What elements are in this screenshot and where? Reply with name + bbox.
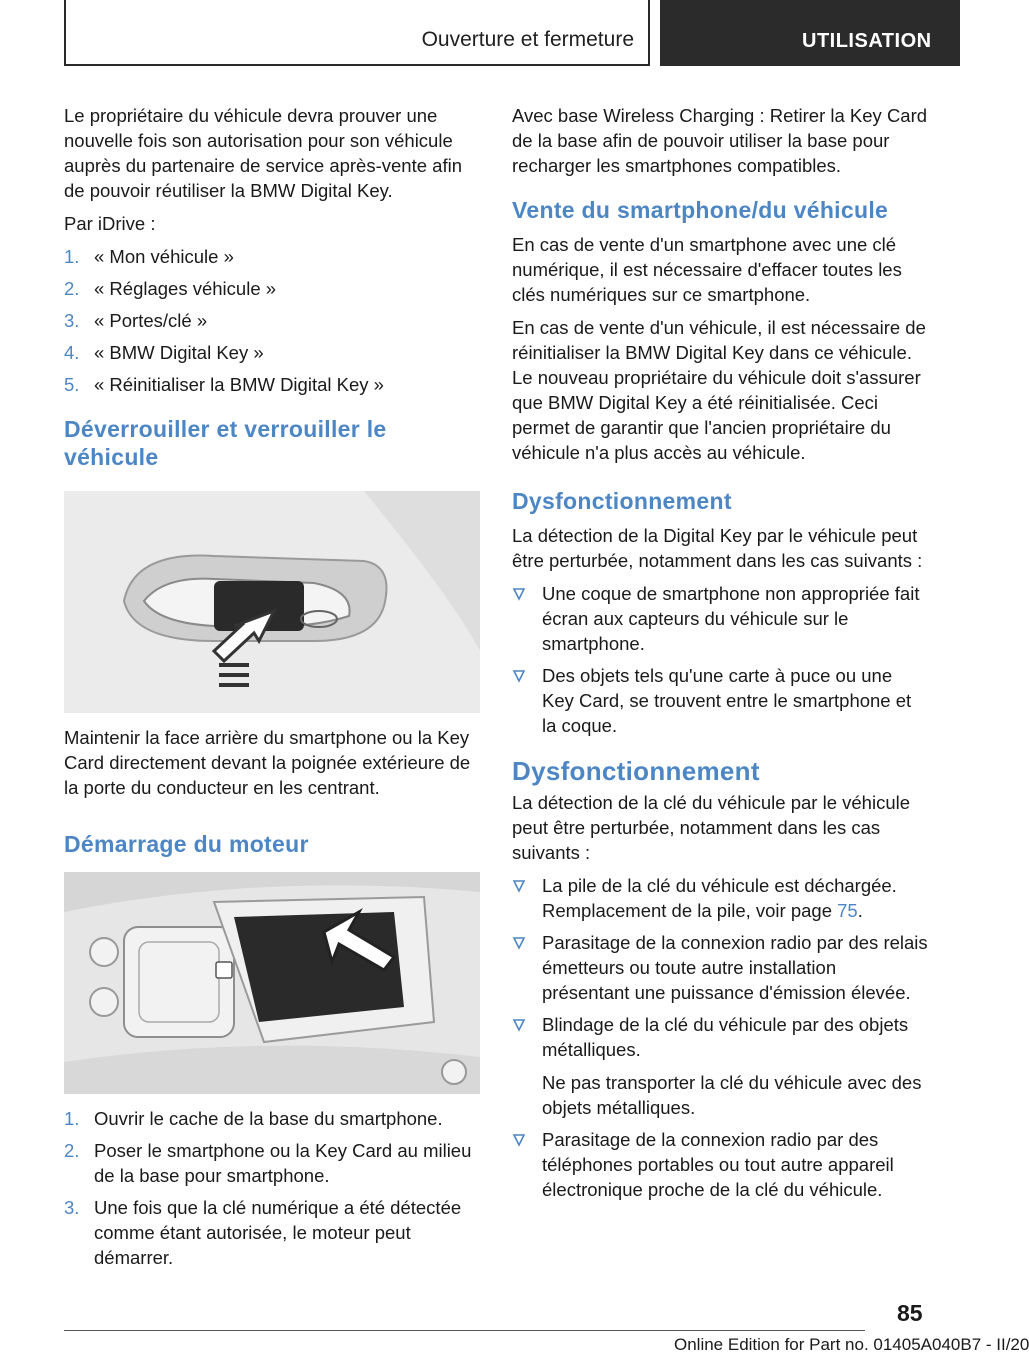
bullet-triangle-icon	[512, 1133, 526, 1147]
sale-paragraph-2: En cas de vente d'un véhicule, il est nécessaire de réinitialiser la BMW Digital Key dans ce véhicule. Le nouveau propriétaire du véhicule doit s'assurer que BMW Digital Key a été réinitialisée. Ceci permet de garantir que l'ancien propriétaire du véhicule n'a plus accès au véhicule.	[512, 317, 926, 463]
malfunction-digital-key-heading: Dysfonctionnement	[512, 488, 732, 514]
door-handle-illustration	[64, 491, 480, 713]
wireless-paragraph: Avec base Wireless Charging : Retirer la Key Card de la base afin de pouvoir utiliser la base pour recharger les smartphones compatibles.	[512, 105, 928, 176]
smartphone-tray-illustration	[64, 872, 480, 1094]
list-item: 3. « Portes/clé »	[64, 310, 208, 331]
metal-objects-note: Ne pas transporter la clé du véhicule avec des objets métalliques.	[542, 1072, 922, 1118]
bullet-triangle-icon	[512, 879, 526, 893]
list-item: 1. Ouvrir le cache de la base du smartphone.	[64, 1108, 443, 1129]
list-item: 2. Poser le smartphone ou la Key Card au milieu de la base pour smartphone.	[64, 1140, 472, 1186]
list-item: Parasitage de la connexion radio par des relais émetteurs ou toute autre installation présentant une puissance d'émission élevée.	[512, 930, 928, 1005]
list-item: Parasitage de la connexion radio par des téléphones portables ou tout autre appareil électronique proche de la clé du véhicule.	[512, 1127, 928, 1202]
lock-heading: Déverrouiller et verrouiller le véhicule	[64, 416, 387, 470]
malfunction-vehicle-key-intro: La détection de la clé du véhicule par le véhicule peut être perturbée, notamment dans les cas suivants :	[512, 792, 911, 863]
start-steps	[64, 1106, 480, 1270]
list-item: La pile de la clé du véhicule est déchargée. Remplacement de la pile, voir page 75.	[512, 873, 928, 923]
bullet-triangle-icon	[512, 1018, 526, 1032]
start-heading: Démarrage du moteur	[64, 831, 309, 857]
footer-divider	[64, 1330, 865, 1331]
list-item: 2. « Réglages véhicule »	[64, 278, 277, 299]
left-column	[64, 103, 480, 1277]
malfunction-digital-key-intro: La détection de la Digital Key par le véhicule peut être perturbée, notamment dans les cas suivants :	[512, 525, 923, 571]
page-reference-link[interactable]: 75	[837, 900, 858, 921]
bullet-triangle-icon	[512, 936, 526, 950]
list-item: Une coque de smartphone non appropriée fait écran aux capteurs du véhicule sur le smartphone.	[512, 581, 928, 656]
malfunction-vehicle-key-heading: Dysfonctionnement	[512, 756, 760, 786]
list-item: 4. « BMW Digital Key »	[64, 342, 264, 363]
malfunction-vehicle-key-list	[512, 873, 928, 1202]
list-item: 3. Une fois que la clé numérique a été détectée comme étant autorisée, le moteur peut démarrer.	[64, 1197, 462, 1268]
idrive-steps	[64, 244, 480, 397]
idrive-label: Par iDrive :	[64, 213, 156, 234]
bullet-triangle-icon	[512, 669, 526, 683]
malfunction-digital-key-list	[512, 581, 928, 738]
page-number: 85	[897, 1300, 923, 1326]
bullet-triangle-icon	[512, 587, 526, 601]
sale-heading: Vente du smartphone/du véhicule	[512, 197, 889, 223]
list-item: 1. « Mon véhicule »	[64, 246, 234, 267]
lock-text: Maintenir la face arrière du smartphone ou la Key Card directement devant la poignée extérieure de la porte du conducteur en les centrant.	[64, 727, 471, 798]
header-chapter-tab	[660, 0, 960, 66]
list-item: Des objets tels qu'une carte à puce ou une Key Card, se trouvent entre le smartphone et la coque.	[512, 663, 928, 738]
right-column	[512, 103, 928, 1209]
intro-paragraph: Le propriétaire du véhicule devra prouver une nouvelle fois son autorisation pour son véhicule auprès du partenaire de service après-vente afin de pouvoir réutiliser la BMW Digital Key.	[64, 105, 462, 201]
list-item: Blindage de la clé du véhicule par des objets métalliques. Ne pas transporter la clé du véhicule avec des objets métalliques.	[512, 1012, 928, 1120]
header-section-title: Ouverture et fermeture	[421, 28, 634, 51]
list-item: 5. « Réinitialiser la BMW Digital Key »	[64, 374, 384, 395]
footer-edition: Online Edition for Part no. 01405A040B7 - II/20	[674, 1335, 1029, 1354]
header-section-tab	[64, 0, 650, 66]
header-chapter-title: UTILISATION	[802, 30, 932, 52]
sale-paragraph-1: En cas de vente d'un smartphone avec une clé numérique, il est nécessaire d'effacer toutes les clés numériques sur ce smartphone.	[512, 234, 902, 305]
